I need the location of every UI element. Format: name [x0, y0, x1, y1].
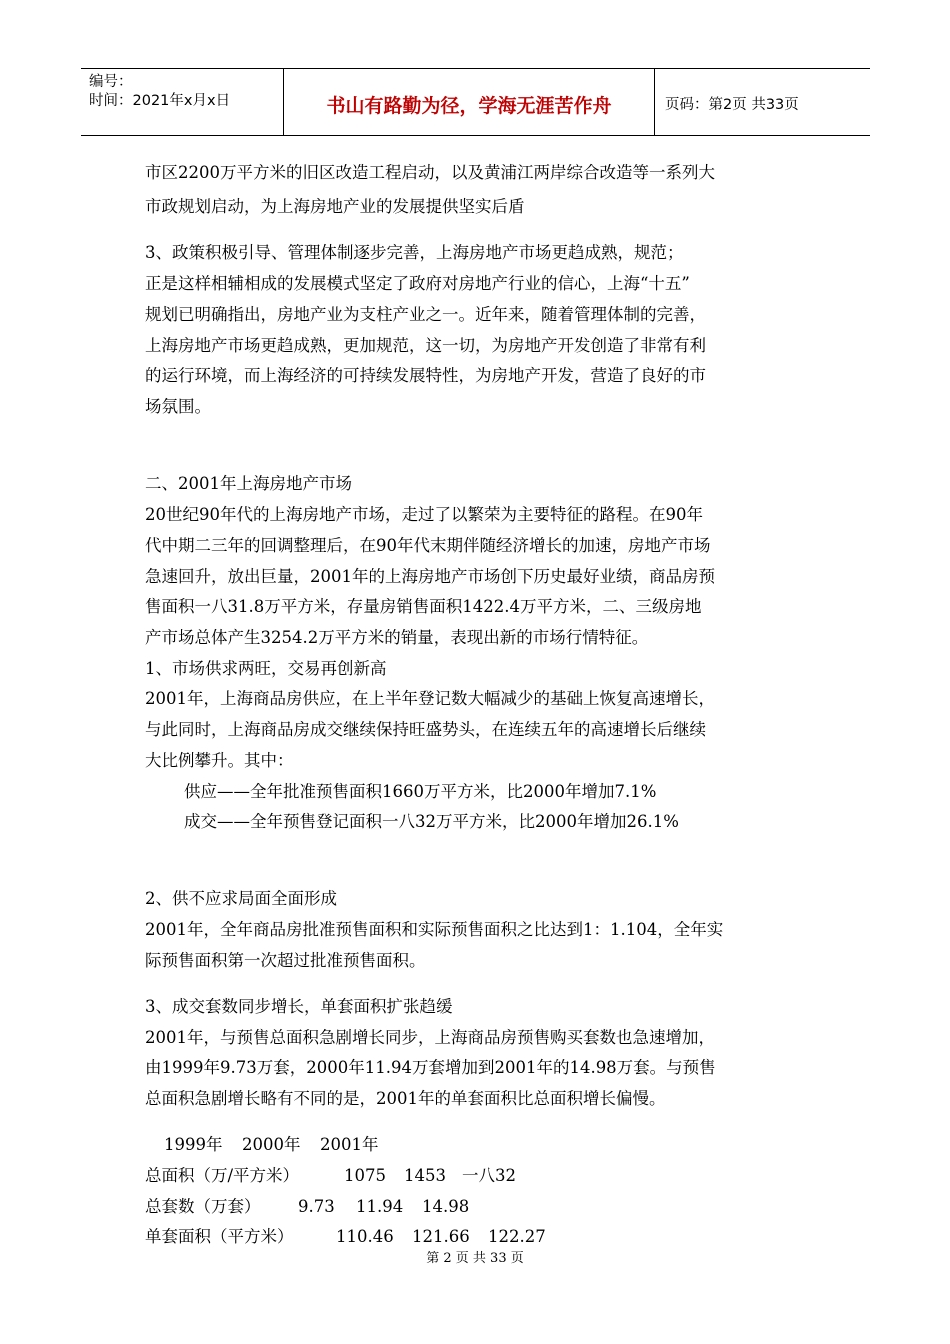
text-line: 正是这样相辅相成的发展模式坚定了政府对房地产行业的信心，上海“十五” — [145, 274, 690, 293]
text-line: 2001年，上海商品房供应，在上半年登记数大幅减少的基础上恢复高速增长， — [145, 689, 715, 708]
header-motto: 书山有路勤为径，学海无涯苦作舟 — [326, 95, 612, 117]
header-meta-cell — [81, 69, 284, 135]
text-line: 售面积一八31.8万平方米，存量房销售面积1422.4万平方米，二、三级房地 — [145, 597, 702, 616]
text-line: 2001年，全年商品房批准预售面积和实际预售面积之比达到1：1.104，全年实 — [145, 920, 724, 939]
text-line: 大比例攀升。其中： — [145, 751, 294, 770]
page-header — [81, 68, 870, 136]
table-cell: 122.27 — [488, 1227, 546, 1246]
text-line: 与此同时，上海商品房成交继续保持旺盛势头，在连续五年的高速增长后继续 — [145, 720, 706, 739]
table-cell: 110.46 — [336, 1227, 394, 1246]
table-cell: 11.94 — [356, 1197, 404, 1216]
text-line: 市政规划启动，为上海房地产业的发展提供坚实后盾 — [145, 197, 525, 216]
text-line: 上海房地产市场更趋成熟，更加规范，这一切，为房地产开发创造了非常有利 — [145, 336, 706, 355]
table-cell: 121.66 — [412, 1227, 470, 1246]
table-row-label: 总面积（万/平方米） — [145, 1166, 300, 1185]
section-heading: 二、2001年上海房地产市场 — [145, 474, 352, 493]
number-label: 编号： — [89, 74, 133, 90]
text-line: 供应——全年批准预售面积1660万平方米，比2000年增加7.1% — [184, 782, 657, 801]
text-line: 市区2200万平方米的旧区改造工程启动，以及黄浦江两岸综合改造等一系列大 — [145, 163, 715, 182]
table-cell: 一八32 — [462, 1166, 516, 1185]
header-page-cell — [655, 69, 870, 135]
table-row-label: 单套面积（平方米） — [145, 1227, 294, 1246]
text-line: 的运行环境，而上海经济的可持续发展特性，为房地产开发，营造了良好的市 — [145, 366, 706, 385]
text-line: 际预售面积第一次超过批准预售面积。 — [145, 951, 426, 970]
text-line: 20世纪90年代的上海房地产市场，走过了以繁荣为主要特征的路程。在90年 — [145, 505, 703, 524]
table-row-label: 总套数（万套） — [145, 1197, 261, 1216]
page-footer: 第 2 页 共 33 页 — [426, 1251, 524, 1266]
text-line: 代中期二三年的回调整理后，在90年代末期伴随经济增长的加速，房地产市场 — [145, 536, 711, 555]
section-heading: 3、政策积极引导、管理体制逐步完善，上海房地产市场更趋成熟，规范； — [145, 243, 684, 262]
section-heading: 3、成交套数同步增长，单套面积扩张趋缓 — [145, 997, 453, 1016]
table-cell: 1453 — [404, 1166, 446, 1185]
text-line: 成交——全年预售登记面积一八32万平方米，比2000年增加26.1% — [184, 812, 679, 831]
text-line: 产市场总体产生3254.2万平方米的销量，表现出新的市场行情特征。 — [145, 628, 649, 647]
text-line: 2001年，与预售总面积急剧增长同步，上海商品房预售购买套数也急速增加， — [145, 1028, 715, 1047]
section-heading: 1、市场供求两旺，交易再创新高 — [145, 659, 387, 678]
text-line: 场氛围。 — [145, 397, 211, 416]
time-label: 时间：2021年x月x日 — [89, 93, 231, 109]
table-cell: 14.98 — [422, 1197, 470, 1216]
text-line: 总面积急剧增长略有不同的是，2001年的单套面积比总面积增长偏慢。 — [145, 1089, 666, 1108]
table-cell: 1075 — [344, 1166, 386, 1185]
section-heading: 2、供不应求局面全面形成 — [145, 889, 337, 908]
table-year-header: 2000年 — [242, 1135, 301, 1154]
header-motto-cell — [284, 69, 655, 135]
table-year-header: 2001年 — [320, 1135, 379, 1154]
table-year-header: 1999年 — [164, 1135, 223, 1154]
text-line: 由1999年9.73万套，2000年11.94万套增加到2001年的14.98万套。与预售 — [145, 1058, 716, 1077]
table-cell: 9.73 — [298, 1197, 335, 1216]
header-page-info: 页码：第2页 共33页 — [665, 97, 799, 113]
text-line: 急速回升，放出巨量，2001年的上海房地产市场创下历史最好业绩，商品房预 — [145, 567, 715, 586]
text-line: 规划已明确指出，房地产业为支柱产业之一。近年来，随着管理体制的完善， — [145, 305, 706, 324]
